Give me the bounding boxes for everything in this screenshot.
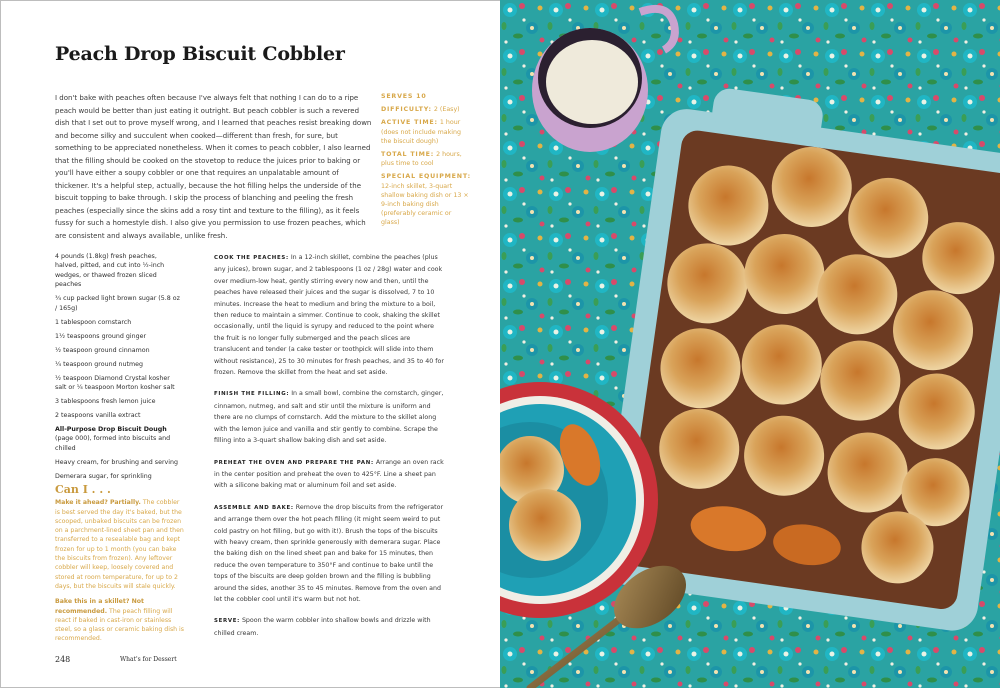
total-time-value: 2 hours, plus time to cool [381,151,462,168]
ingredient: ½ teaspoon Diamond Crystal kosher salt or ¼ teaspoon Morton kosher salt [55,374,175,392]
difficulty-value: 2 (Easy) [433,106,460,114]
dough-note: (page 000), formed into biscuits and chilled [55,435,171,452]
equipment-label: SPECIAL EQUIPMENT: [381,173,471,181]
active-time [381,118,471,146]
page-number: 248 [55,655,71,664]
ingredient: 1½ teaspoons ground ginger [55,332,147,340]
ingredient-list [55,252,180,486]
can-i-heading: Can I . . . [55,483,111,496]
recipe-photo [500,0,1000,688]
total-time-label: TOTAL TIME: [381,151,435,159]
method-steps [214,252,446,649]
special-equipment [381,172,471,227]
recipe-title: Peach Drop Biscuit Cobbler [55,43,345,65]
active-time-value: 1 hour (does not include making the biscuit dough) [381,119,461,145]
step-cook-peaches [214,252,446,378]
ingredient: Heavy cream, for brushing and serving [55,458,179,466]
difficulty [381,105,471,114]
ingredient: Demerara sugar, for sprinkling [55,472,152,480]
ingredient: 2 teaspoons vanilla extract [55,412,141,420]
recipe-intro: I don't bake with peaches often because I've always felt that nothing I can do to a ripe peach would be better than just eating it outright. But peach cobbler is such a revered dish that I set out to prove myself wrong, and I learned that peaches resist breaking down and become silky and succulent when cooked—different than fresh, for sure, but something to be appreciated nonetheless. When it comes to peach cobbler, I also learned that the filling should be cooked on the stovetop to reduce the juices prior to baking or you'll have either a soupy cobbler or one that requires an unpalatable amount of thickener. It's a helpful step, actually, because the hot filling helps the underside of the biscuit topping to bake through. I skip the process of blanching and peeling the fresh peaches (especially since the skins add a rosy tint and texture to the filling), as it feels fussy for such a homestyle dish. I also give you permission to use frozen peaches, which are consistent and always available, unlike fresh. [55,94,372,240]
ingredient-dough [55,425,180,453]
skillet-answer: The peach filling will react if baked in cast-iron or stainless steel, so a glass or ceramic baking dish is recommended. [55,607,184,643]
make-ahead-question: Make it ahead? Partially. [55,499,141,507]
step-label: ASSEMBLE AND BAKE: [214,504,294,511]
serves: SERVES 10 [381,93,427,100]
step-finish-filling [214,388,446,446]
step-text: Remove the drop biscuits from the refrigerator and arrange them over the hot peach filling (it might seem weird to put cold pastry on hot filling, but go with it!). Brush the tops of the biscuits with heavy cream, then sprinkle generously with demerara sugar. Place the baking dish on the lined sheet pan and bake for 15 minutes, then reduce the oven temperature to 350°F and continue to bake until the tops of the biscuits are deep golden brown and the filling is bubbling around the sides, another 35 to 45 minutes. Remove from the oven and let the cobbler cool until it's warm but not hot. [214,503,444,603]
running-title: What's for Dessert [120,656,177,663]
equipment-value: 12-inch skillet, 3-quart shallow baking dish or 13 × 9-inch baking dish (preferably ceramic or glass) [381,182,469,227]
step-label: SERVE: [214,618,240,625]
step-label: COOK THE PEACHES: [214,255,289,261]
skillet-question: Bake this in a skillet? Not recommended. [55,598,144,615]
cobbler-photo-image [500,0,1000,688]
step-text: Spoon the warm cobbler into shallow bowls and drizzle with chilled cream. [214,617,431,637]
step-serve [214,615,446,639]
ingredient: 4 pounds (1.8kg) fresh peaches, halved, pitted, and cut into ½-inch wedges, or thawed frozen sliced peaches [55,253,165,289]
recipe-meta [381,92,471,232]
total-time [381,150,471,168]
make-ahead-note [55,498,185,591]
step-assemble-bake [214,502,446,606]
ingredient: 3 tablespoons fresh lemon juice [55,398,156,406]
step-label: PREHEAT THE OVEN AND PREPARE THE PAN: [214,459,374,466]
step-preheat [214,457,446,492]
baking-dish [598,80,1000,634]
ingredient: 1 tablespoon cornstarch [55,318,132,326]
difficulty-label: DIFFICULTY: [381,106,432,114]
make-ahead-answer: The cobbler is best served the day it's baked, but the scooped, unbaked biscuits can be frozen on a parchment-lined sheet pan and then transferred to a resealable bag and kept frozen for up to 1 month (you can bake the biscuits from frozen). Any leftover cobbler will keep, loosely covered and stored at room temperature, for up to 2 days, but the biscuits will stale quickly. [55,499,184,590]
step-text: In a 12-inch skillet, combine the peaches (plus any juices), brown sugar, and 2 tablespoons (1 oz / 28g) water and cook over medium-low heat, gently stirring every now and then, until the peaches have released their juices and the sugar is dissolved, 7 to 10 minutes. Increase the heat to medium and bring the mixture to a boil, then reduce to maintain a simmer. Continue to cook, shaking the skillet occasionally, until the liquid is syrupy and reduced to the point where the fruit is no longer fully submerged and the peach slices are translucent and tender (a cake tester or toothpick will slide into them without resistance), 25 to 30 minutes for fresh peaches, and 35 to 40 for frozen. Remove the skillet from the heat and set aside. [214,254,444,377]
ingredient: ¼ teaspoon ground nutmeg [55,360,144,368]
active-time-label: ACTIVE TIME: [381,119,438,127]
skillet-note [55,597,185,643]
step-text: In a small bowl, combine the cornstarch, ginger, cinnamon, nutmeg, and salt and stir until the mixture is uniform and there are no clumps of cornstarch. Add the mixture to the skillet along with the lemon juice and vanilla and stir gently to combine. Scrape the filling into a 3-quart shallow baking dish and set aside. [214,390,444,445]
step-text: Arrange an oven rack in the center position and preheat the oven to 425°F. Line a sheet pan with a silicone baking mat or aluminum foil and set aside. [214,458,444,490]
can-i-sidebar [55,485,185,650]
ingredient: ½ teaspoon ground cinnamon [55,346,150,354]
ingredient: ¾ cup packed light brown sugar (5.8 oz / 165g) [55,295,180,312]
dough-link: All-Purpose Drop Biscuit Dough [55,426,167,434]
step-label: FINISH THE FILLING: [214,391,290,398]
